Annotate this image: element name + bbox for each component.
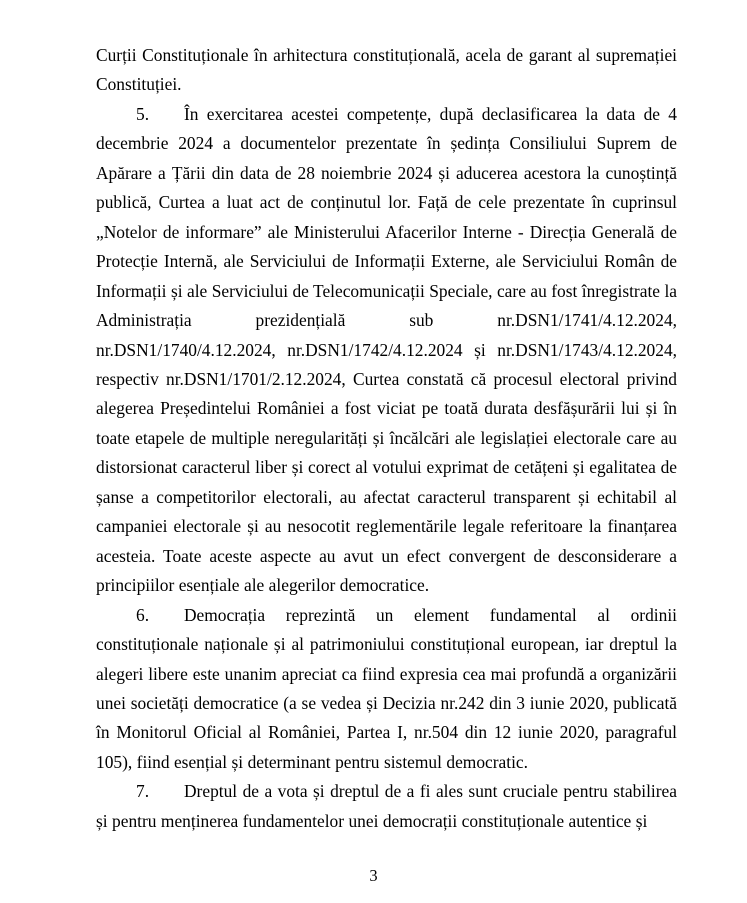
paragraph-text-7: Dreptul de a vota și dreptul de a fi ales sunt cruciale pentru stabilirea și pentru menținerea fundamentelor unei democrații constituționale autentice și [96,781,677,831]
page-number-footer: 3 [369,866,378,885]
paragraph-7 [96,777,677,836]
paragraph-number-7: 7. [136,781,150,802]
paragraph-6 [96,601,677,778]
paragraph-number-6: 6. [136,604,150,625]
document-text-column [96,41,677,836]
paragraph-number-5: 5. [136,103,150,124]
paragraph-continuation: Curții Constituționale în arhitectura constituțională, acela de garant al supremației Constituției. [96,45,677,95]
paragraph-text-5: În exercitarea acestei competențe, după declasificarea la data de 4 decembrie 2024 a documentelor prezentate în ședința Consiliului Suprem de Apărare a Țării din data de 28 noiembrie 2024 și aducerea acestora la cunoștință publică, Curtea a luat act de conținutul lor. Față de cele prezentate în cuprinsul „Notelor de informare” ale Ministerului Afacerilor Interne - Direcția Generală de Protecție Internă, ale Serviciului de Informații Externe, ale Serviciului Român de Informații și ale Serviciului de Telecomunicații Speciale, care au fost înregistrate la Administrația prezidențială sub nr.DSN1/1741/4.12.2024, nr.DSN1/1740/4.12.2024, nr.DSN1/1742/4.12.2024 și nr.DSN1/1743/4.12.2024, respectiv nr.DSN1/1701/2.12.2024, Curtea constată că procesul electoral privind alegerea Președintelui României a fost viciat pe toată durata desfășurării lui și în toate etapele de multiple neregularități și încălcări ale legislației electorale care au distorsionat caracterul liber și corect al votului exprimat de cetățeni și egalitatea de șanse a competitorilor electorali, au afectat caracterul transparent și echitabil al campaniei electorale și au nesocotit reglementările legale referitoare la finanțarea acesteia. Toate aceste aspecte au avut un efect convergent de desconsiderare a principiilor esențiale ale alegerilor democratice. [96,103,677,596]
paragraph-text-6: Democrația reprezintă un element fundamental al ordinii constituționale naționale și al patrimoniului constituțional european, iar dreptul la alegeri libere este unanim apreciat ca fiind expresia cea mai profundă a organizării unei societăți democratice (a se vedea și Decizia nr.242 din 3 iunie 2020, publicată în Monitorul Oficial al României, Partea I, nr.504 din 12 iunie 2020, paragraful 105), fiind esențial și determinant pentru sistemul democratic. [96,604,677,772]
paragraph-5 [96,100,677,601]
